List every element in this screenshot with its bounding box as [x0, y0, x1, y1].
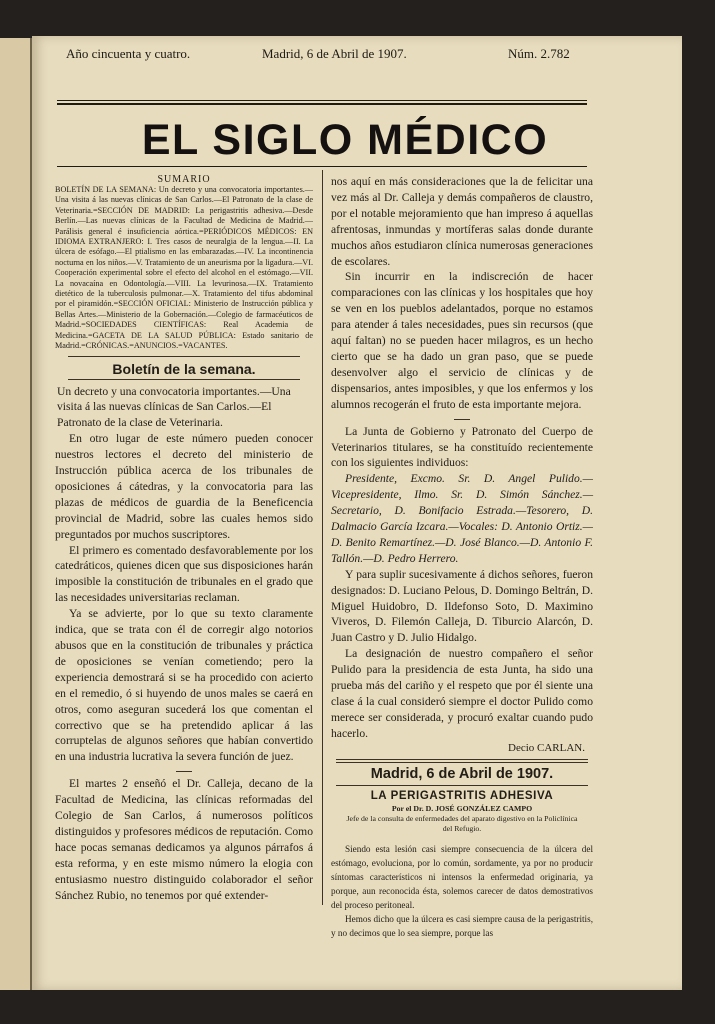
- right-paragraph: nos aquí en más consideraciones que la de felicitar una vez más al Dr. Calleja y demás compañeros de claustro, por el notable mejoramiento que han impreso á aquellas afrentosas, inmundas y mortíferas salas donde durante muchos años estudiaron clínica numerosas generaciones de escolares.: [331, 175, 593, 268]
- boletin-paragraph: El martes 2 enseñó el Dr. Calleja, decano de la Facultad de Medicina, las clínicas reformadas del Colegio de San Carlos, á numerosos políticos distinguidos y profesores médicos de reputación. Como hace pocas semanas dedicamos ya algunos párrafos á esta reforma, y en este mismo número la elogia con entusiasmo nuestro distinguido colaborador el señor Sánchez Rubio, no tenemos por qué extender-: [55, 777, 313, 902]
- boletin-lead: Un decreto y una convocatoria importantes.—Una visita á las nuevas clínicas de San Carlos.—El Patronato de la clase de Veterinaria.: [57, 384, 291, 430]
- boletin-paragraph: El primero es comentado desfavorablemente por los catedráticos, quienes dicen que sus disposiciones harán imposible la constitución de tribunales en el grado que las necesidades universitarias reclaman.: [55, 543, 313, 605]
- masthead-title: EL SIGLO MÉDICO: [141, 116, 549, 164]
- column-divider: [322, 170, 323, 905]
- right-paragraph: Y para suplir sucesivamente á dichos señores, fueron designados: D. Luciano Pelous, D. Domingo Beltrán, D. Miguel Huidobro, D. Ildefonso Soto, D. Maximino Viveros, D. Filemón Calleja, D. Tiburcio Alarcón, D. Juan Castro y D. Julio Hidalgo.: [331, 567, 593, 645]
- section-date-rule: [336, 785, 588, 786]
- article-byline-note: Jefe de la consulta de enfermedades del aparato digestivo en la Policlínica del Refugio.: [346, 813, 578, 833]
- header-rule-thick: [57, 103, 587, 105]
- article-title: LA PERIGASTRITIS ADHESIVA: [370, 789, 554, 802]
- boletin-paragraph: Ya se advierte, por lo que su texto claramente indica, que se trata con él de corregir algo notorios abusos que en la constitución de tribunales y práctica de oposiciones se venían cometiendo; pero la experiencia demostrará si se ha procedido con acierto en el remedio, ó si huyendo de unos males se caerá en otros, como aseguran sucederá los que comentan el correctivo que se ha pretendido aplicar á las corruptelas de algunos señores que habían convertido en una industria lucrativa la severa función de juez.: [55, 607, 313, 764]
- sumario-text: BOLETÍN DE LA SEMANA: Un decreto y una convocatoria importantes.—Una visita á las nuevas clínicas de San Carlos.—El Patronato de la clase de Veterinaria.=SECCIÓN DE MADRID: La perigastritis adhesiva.—Desde Berlín.—Las nuevas clínicas de la Facultad de Medicina de Madrid.—Parálisis general é insuficiencia aórtica.=PERIÓDICOS MÉDICOS: EN IDIOMA EXTRANJERO: I. Tres casos de neuralgia de la lengua.—II. La úlcera de esófago.—El ptialismo en las embarazadas.—IV. La incontinencia nocturna en los niños.—V. Tratamiento de un aneurisma por la ligadura.—VI. Cooperación experimental sobre el efecto del alcohol en el estómago.—VII. La novacaína en Odontología.—VIII. La levurinosa.—IX. Tratamiento dietético de la tuberculosis pulmonar.—X. Tratamiento del tifus abdominal por el piramidón.=SECCIÓN OFICIAL: Ministerio de Instrucción pública y Bellas Artes.—Ministerio de la Gobernación.—Colegio de farmacéuticos de Madrid.=SOCIEDADES CIENTÍFICAS: Real Academia de Medicina.=GACETA DE LA SALUD PÚBLICA: Estado sanitario de Madrid.=CRÓNICAS.=ANUNCIOS.=VACANTES.: [55, 185, 313, 351]
- section-rule: [336, 759, 588, 760]
- section-rule-2: [336, 762, 588, 763]
- masthead-rule: [57, 166, 587, 167]
- left-column: [55, 174, 313, 904]
- junta-members: Presidente, Excmo. Sr. D. Angel Pulido.—Vicepresidente, Ilmo. Sr. D. Simón Sánchez.—Secretario, D. Bonifacio Estrada.—Tesorero, D. Dalmacio García Izcara.—Vocales: D. Antonio Ortiz.—D. Benito Remartínez.—D. José Blanco.—D. Antonio F. Tallón.—D. Pedro Herrero.: [331, 472, 593, 565]
- sumario-title: SUMARIO: [157, 174, 211, 185]
- boletin-title: Boletín de la semana.: [112, 360, 256, 377]
- signature: Decio CARLAN.: [508, 741, 585, 754]
- right-paragraph: La Junta de Gobierno y Patronato del Cuerpo de Veterinarios titulares, se ha constituído recientemente con los siguientes individuos:: [331, 424, 593, 470]
- previous-page-edge: [0, 38, 32, 990]
- boletin-paragraph: En otro lugar de este número pueden conocer nuestros lectores el decreto del ministerio de Instrucción pública acerca de los tribunales de oposiciones á cátedras, y la convocatoria para las plazas de médicos de guardia de la Beneficencia provincial de Madrid, sobre las cuales hemos sido preguntados por muchos suscriptores.: [55, 432, 313, 541]
- sumario-rule: [68, 356, 300, 357]
- header-number: Núm. 2.782: [508, 46, 570, 61]
- article-byline: Por el Dr. D. JOSÉ GONZÁLEZ CAMPO: [391, 803, 533, 813]
- paragraph-separator: [454, 419, 470, 420]
- article-paragraph: Siendo esta lesión casi siempre consecuencia de la úlcera del estómago, evoluciona, por lo común, sordamente, ya por no producir síntomas característicos ni intensos la enfermedad originaria, ya porque, aun reconocida ésta, solemos carecer de datos demostrativos del proceso peritoneal.: [331, 843, 593, 910]
- boletin-rule: [68, 379, 300, 380]
- right-paragraph: Sin incurrir en la indiscreción de hacer comparaciones con las clínicas y los hospitales que hoy se ven en los pueblos adelantados, porque no estamos para atender á tales necesidades, pues sin recursos (que aquí faltan) no se pueden hacer milagros, es un hecho cierto que se ha dado un gran paso, que se puede desenvolver algo el servicio de clínicas y de dispensarios, antes imposibles, y que los enfermos y los alumnos recogerán el fruto de esta importante mejora.: [331, 270, 593, 411]
- header-year: Año cincuenta y cuatro.: [66, 46, 191, 61]
- paragraph-separator: [176, 771, 192, 772]
- section-date: Madrid, 6 de Abril de 1907.: [370, 765, 554, 782]
- article-paragraph: Hemos dicho que la úlcera es casi siempre causa de la perigastritis, y no decimos que lo sea siempre, porque las: [331, 913, 593, 938]
- header-rule: [57, 100, 587, 101]
- header-date: Madrid, 6 de Abril de 1907.: [262, 46, 407, 61]
- right-column: [331, 174, 593, 940]
- right-paragraph: La designación de nuestro compañero el señor Pulido para la presidencia de esta Junta, ha sido una prueba más del cariño y el respeto que por él siente una clase á la cual consideró siempre el doctor Pulido como merece ser considerada, y procuró exaltar cuando pudo hacerlo.: [331, 647, 593, 740]
